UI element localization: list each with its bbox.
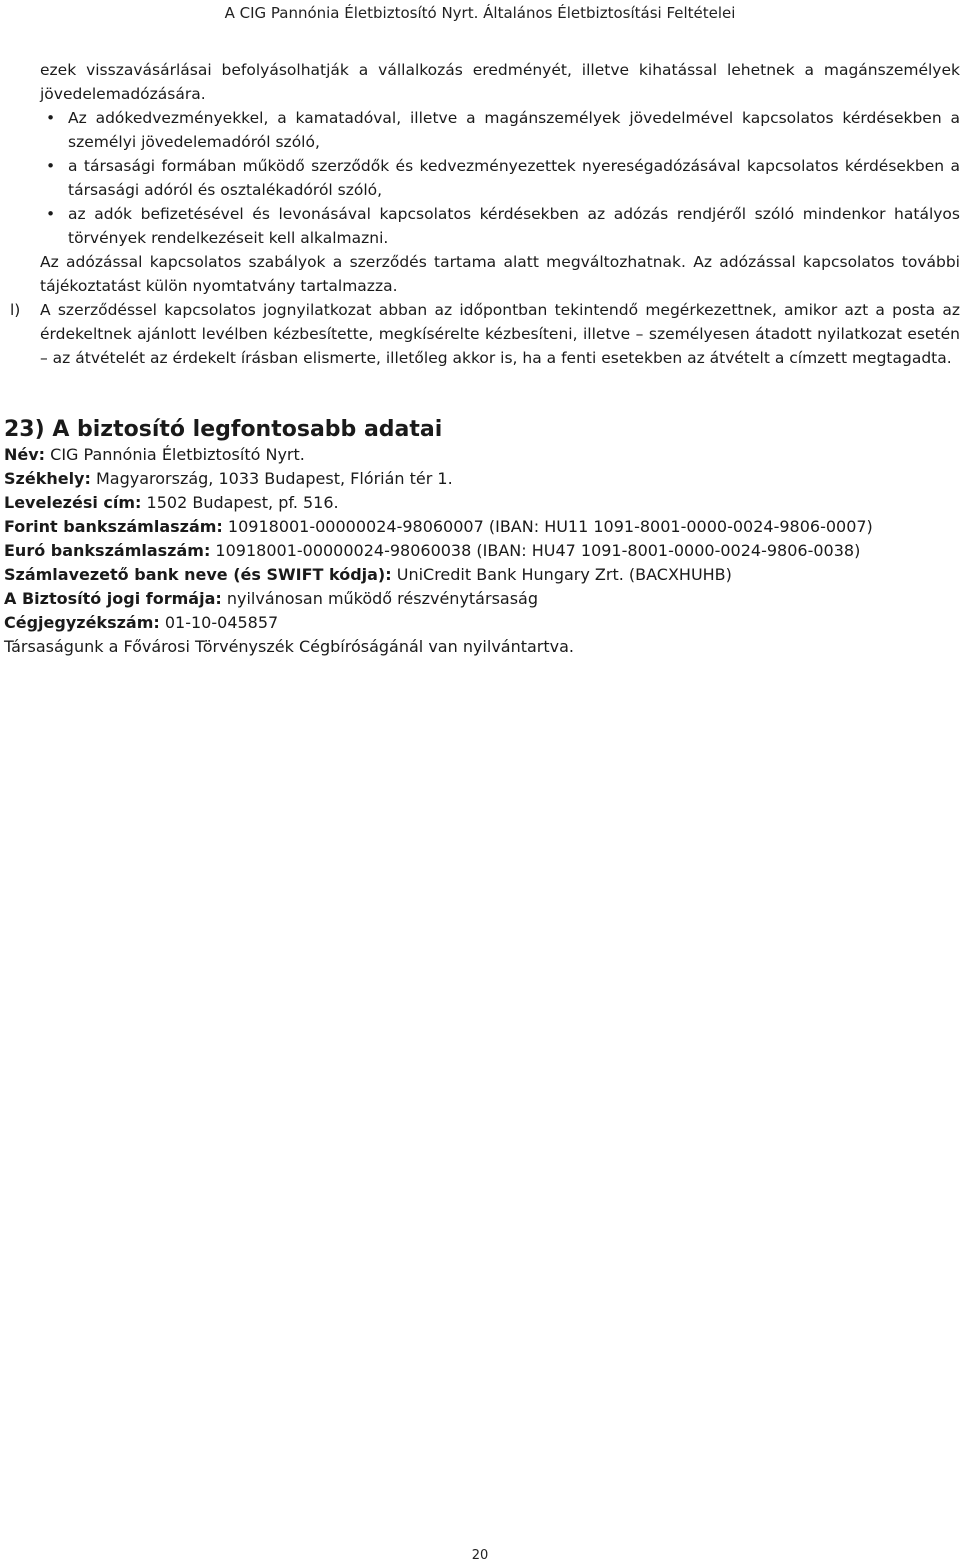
bullet-icon: • xyxy=(46,109,56,127)
info-value: 10918001-00000024-98060007 (IBAN: HU11 1091-8001-0000-0024-9806-0007) xyxy=(222,517,873,536)
bullet-text: a társasági formában működő szerződők és kedvezményezettek nyereségadózásával kapcsolatos kérdésekben a társasági adóról és osztalékadóról szóló, xyxy=(68,157,960,199)
bullet-text: az adók befizetésével és levonásával kapcsolatos kérdésekben az adózás rendjéről szóló mindenkor hatályos törvények rendelkezéseit kell alkalmazni. xyxy=(68,205,960,247)
info-label: A Biztosító jogi formája: xyxy=(4,589,222,608)
list-marker: l) xyxy=(10,301,21,319)
info-label: Cégjegyzékszám: xyxy=(4,613,160,632)
intro-paragraph: ezek visszavásárlásai befolyásolhatják a vállalkozás eredményét, illetve kihatással lehetnek a magánszemélyek jövedelemadózására. xyxy=(40,61,960,103)
info-label: Levelezési cím: xyxy=(4,493,142,512)
info-label: Székhely: xyxy=(4,469,91,488)
bullet-text: Az adókedvezményekkel, a kamatadóval, illetve a magánszemélyek jövedelmével kapcsolatos kérdésekben a személyi jövedelemadóról szóló, xyxy=(68,109,960,151)
info-label: Euró bankszámlaszám: xyxy=(4,541,211,560)
info-row-name xyxy=(4,443,305,467)
info-row-bank xyxy=(4,563,732,587)
info-value: CIG Pannónia Életbiztosító Nyrt. xyxy=(45,445,305,464)
info-value: 10918001-00000024-98060038 (IBAN: HU47 1091-8001-0000-0024-9806-0038) xyxy=(210,541,861,560)
info-row-court xyxy=(4,635,574,659)
info-value: Magyarország, 1033 Budapest, Flórián tér 1. xyxy=(90,469,453,488)
info-label: Név: xyxy=(4,445,46,464)
info-value: 1502 Budapest, pf. 516. xyxy=(141,493,339,512)
item-l-paragraph: A szerződéssel kapcsolatos jognyilatkozat abban az időpontban tekintendő megérkezettnek, amikor azt a posta az érdekeltnek ajánlott levélben kézbesítette, megkísérelte kézbesíteni, illetve – személyesen átadott nyilatkozat esetén – az átvételét az érdekelt írásban elismerte, illetőleg akkor is, ha a fenti esetekben az átvételt a címzett megtagadta. xyxy=(40,301,960,367)
info-value: 01-10-045857 xyxy=(159,613,279,632)
info-row-mail xyxy=(4,491,339,515)
info-label: Számlavezető bank neve (és SWIFT kódja): xyxy=(4,565,392,584)
info-row-registry xyxy=(4,611,278,635)
info-value: nyilvánosan működő részvénytársaság xyxy=(221,589,538,608)
tax-paragraph: Az adózással kapcsolatos szabályok a szerződés tartama alatt megváltozhatnak. Az adózással kapcsolatos további tájékoztatást külön nyomtatvány tartalmazza. xyxy=(40,253,960,295)
info-row-eur-account xyxy=(4,539,860,563)
page-number: 20 xyxy=(471,1548,489,1563)
info-row-seat xyxy=(4,467,453,491)
info-label: Forint bankszámlaszám: xyxy=(4,517,223,536)
info-row-legal-form xyxy=(4,587,538,611)
info-row-huf-account xyxy=(4,515,873,539)
section-heading: 23) A biztosító legfontosabb adatai xyxy=(4,417,443,442)
bullet-icon: • xyxy=(46,157,56,175)
running-header: A CIG Pannónia Életbiztosító Nyrt. Általános Életbiztosítási Feltételei xyxy=(224,4,736,22)
bullet-icon: • xyxy=(46,205,56,223)
info-value: Társaságunk a Fővárosi Törvényszék Cégbíróságánál van nyilvántartva. xyxy=(4,637,575,656)
info-value: UniCredit Bank Hungary Zrt. (BACXHUHB) xyxy=(391,565,732,584)
